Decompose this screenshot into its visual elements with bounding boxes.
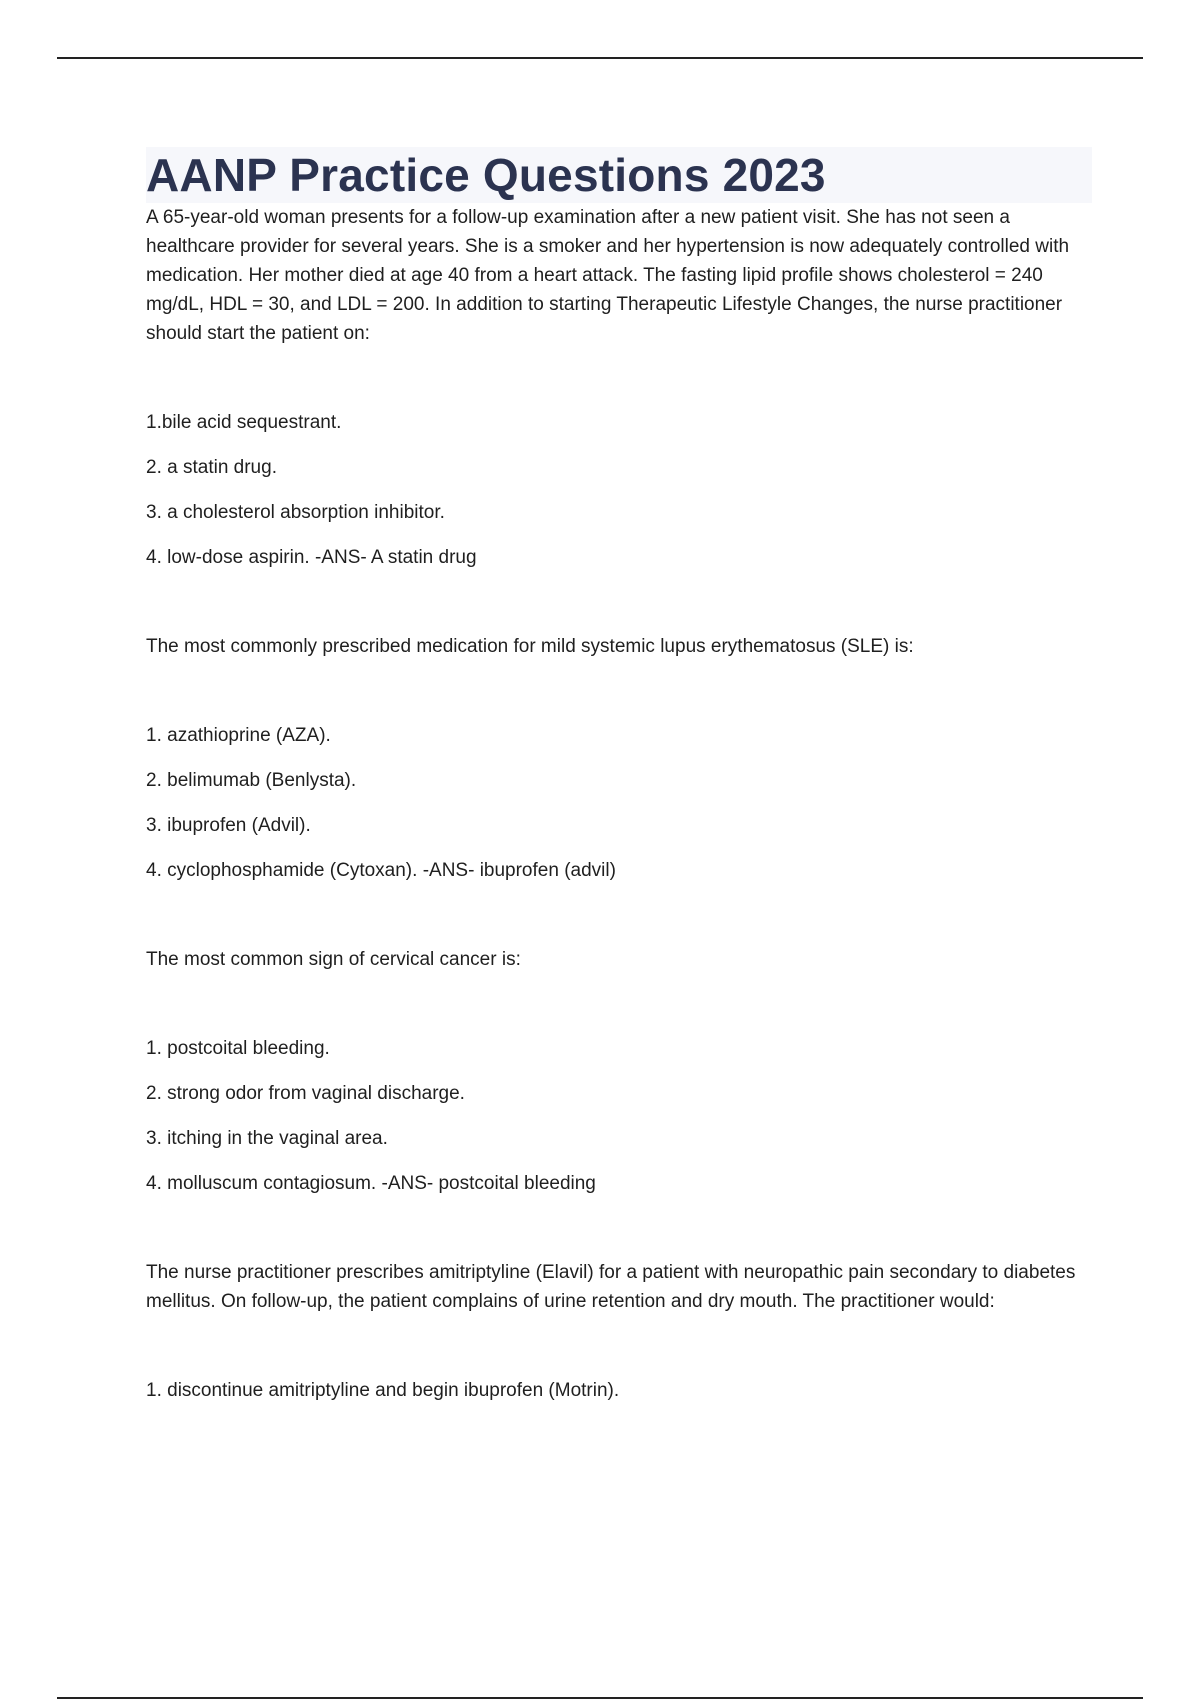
question-block: [146, 632, 1092, 885]
answer-options: [146, 721, 1092, 885]
answer-options: [146, 1376, 1092, 1405]
question-block: [146, 1258, 1092, 1405]
top-divider: [57, 57, 1143, 59]
document-title: AANP Practice Questions 2023: [146, 147, 1092, 203]
answer-option: 2. belimumab (Benlysta).: [146, 770, 357, 791]
answer-options: [146, 1034, 1092, 1198]
bottom-divider: [57, 1697, 1143, 1699]
answer-option: 2. strong odor from vaginal discharge.: [146, 1083, 465, 1104]
answer-option: 3. ibuprofen (Advil).: [146, 815, 311, 836]
answer-option-with-answer: 4. molluscum contagiosum. -ANS- postcoital bleeding: [146, 1173, 596, 1194]
answer-option: 1. discontinue amitriptyline and begin ibuprofen (Motrin).: [146, 1380, 620, 1401]
answer-option: 3. itching in the vaginal area.: [146, 1128, 388, 1149]
question-text: The most common sign of cervical cancer is:: [146, 949, 521, 970]
answer-option-with-answer: 4. low-dose aspirin. -ANS- A statin drug: [146, 547, 477, 568]
answer-option: 1. postcoital bleeding.: [146, 1038, 330, 1059]
answer-option: 1.bile acid sequestrant.: [146, 412, 342, 433]
question-text: The most commonly prescribed medication for mild systemic lupus erythematosus (SLE) is:: [146, 636, 914, 657]
question-text: The nurse practitioner prescribes amitriptyline (Elavil) for a patient with neuropathic pain secondary to diabetes mellitus. On follow-up, the patient complains of urine retention and dry mouth. The practitioner would:: [146, 1262, 1076, 1312]
answer-option: 2. a statin drug.: [146, 457, 277, 478]
question-block: [146, 945, 1092, 1198]
answer-option: 1. azathioprine (AZA).: [146, 725, 331, 746]
answer-option-with-answer: 4. cyclophosphamide (Cytoxan). -ANS- ibuprofen (advil): [146, 860, 616, 881]
answer-option: 3. a cholesterol absorption inhibitor.: [146, 502, 445, 523]
answer-options: [146, 408, 1092, 572]
question-text: A 65-year-old woman presents for a follow-up examination after a new patient visit. She has not seen a healthcare provider for several years. She is a smoker and her hypertension is now adequately controlled with medication. Her mother died at age 40 from a heart attack. The fasting lipid profile shows cholesterol = 240 mg/dL, HDL = 30, and LDL = 200. In addition to starting Therapeutic Lifestyle Changes, the nurse practitioner should start the patient on:: [146, 207, 1070, 344]
document-body: [146, 147, 1092, 1405]
question-block: [146, 203, 1092, 572]
